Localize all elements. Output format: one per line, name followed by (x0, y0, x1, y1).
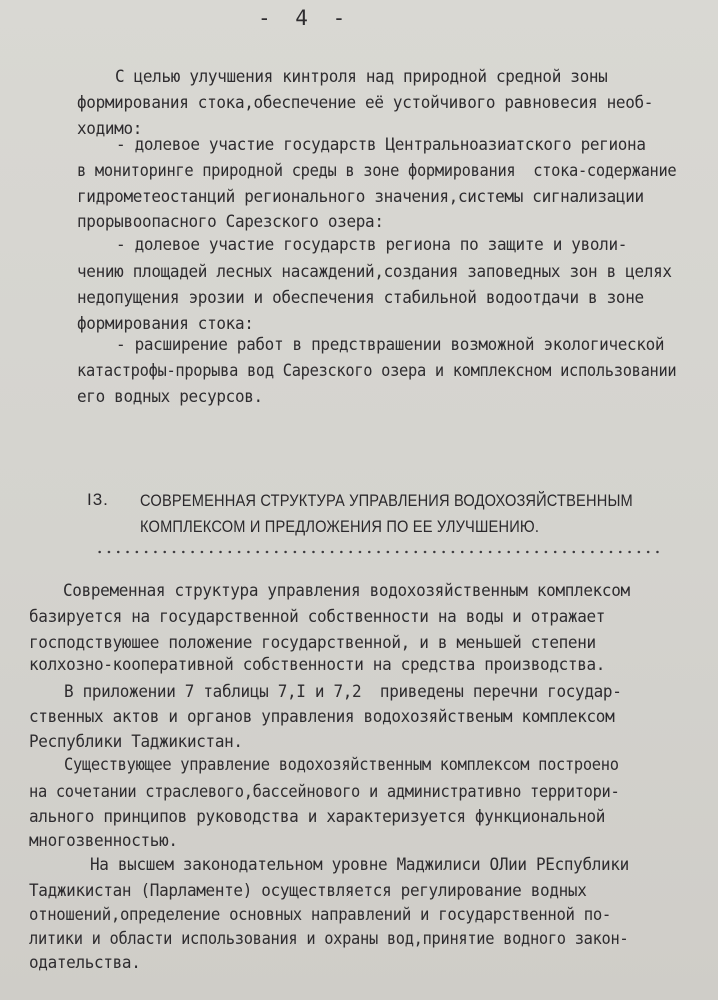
text-line: На высшем законодательном уровне Маджилиси ОЛии РЕспублики (90, 855, 629, 875)
text-line: ходимо: (77, 119, 143, 139)
text-line: в мониторинге природной среды в зоне формирования стока-содержание (77, 161, 677, 181)
text-line: Республики Таджикистан. (29, 732, 243, 752)
text-line: ального принципов руководства и характеризуется функциональной (29, 807, 606, 827)
text-line: Таджикистан (Парламенте) осуществляется регулирование водных (29, 881, 587, 901)
text-line: Существующее управление водохозяйственным комплексом построено (64, 755, 619, 775)
text-line: чению площадей лесных насаждений,создания заповедных зон в целях (77, 262, 672, 282)
text-line: гидрометеостанций регионального значения,системы сигнализации (77, 187, 644, 207)
text-line: формирования стока,обеспечение её устойчивого равновесия необ- (77, 93, 654, 113)
text-line: прорывоопасного Сарезского озера: (77, 212, 384, 232)
text-line: многозвенностью. (29, 831, 178, 851)
text-line: - долевое участие государств региона по защите и уволи- (116, 235, 628, 255)
text-line: на сочетании страслевого,бассейнового и административно территори- (29, 782, 620, 802)
section-heading-line-1: СОВРЕМЕННАЯ СТРУКТУРА УПРАВЛЕНИЯ ВОДОХОЗЯЙСТВЕННЫМ (140, 491, 633, 510)
section-number: I3. (87, 490, 109, 509)
text-line: катастрофы-прорыва вод Сарезского озера и комплексном использовании (77, 361, 677, 381)
text-line: В приложении 7 таблицы 7,I и 7,2 приведены перечни государ- (64, 682, 622, 702)
text-line: господствуюшее положение государственной, и в меньшей степени (29, 633, 596, 653)
page-number: - 4 - (258, 6, 352, 30)
text-line: С целью улучшения кинтроля над природной средной зоны (115, 67, 608, 87)
text-line: недопущения эрозии и обеспечения стабильной водоотдачи в зоне (77, 288, 644, 308)
text-line: Современная структура управления водохозяйственным комплексом (63, 581, 630, 601)
text-line: отношений,определение основных направлений и государственной по- (29, 905, 612, 925)
text-line: - расширение работ в предстврашении возможной экологической (116, 335, 665, 355)
text-line: его водных ресурсов. (77, 387, 263, 407)
section-heading-line-2: КОМПЛЕКСОМ И ПРЕДЛОЖЕНИЯ ПО ЕЕ УЛУЧШЕНИЮ. (140, 517, 540, 536)
text-line: ственных актов и органов управления водохозяйственым комплексом (29, 707, 615, 727)
text-line: формирования стока: (77, 314, 254, 334)
text-line: колхозно-кооперативной собственности на средства производства. (29, 655, 606, 675)
text-line: одательства. (29, 953, 141, 973)
dotted-separator (95, 550, 665, 554)
text-line: - долевое участие государств Центральноазиатского региона (116, 135, 646, 155)
text-line: литики и области использования и охраны вод,принятие водного закон- (29, 929, 629, 949)
text-line: базируется на государственной собственности на воды и отражает (29, 607, 606, 627)
